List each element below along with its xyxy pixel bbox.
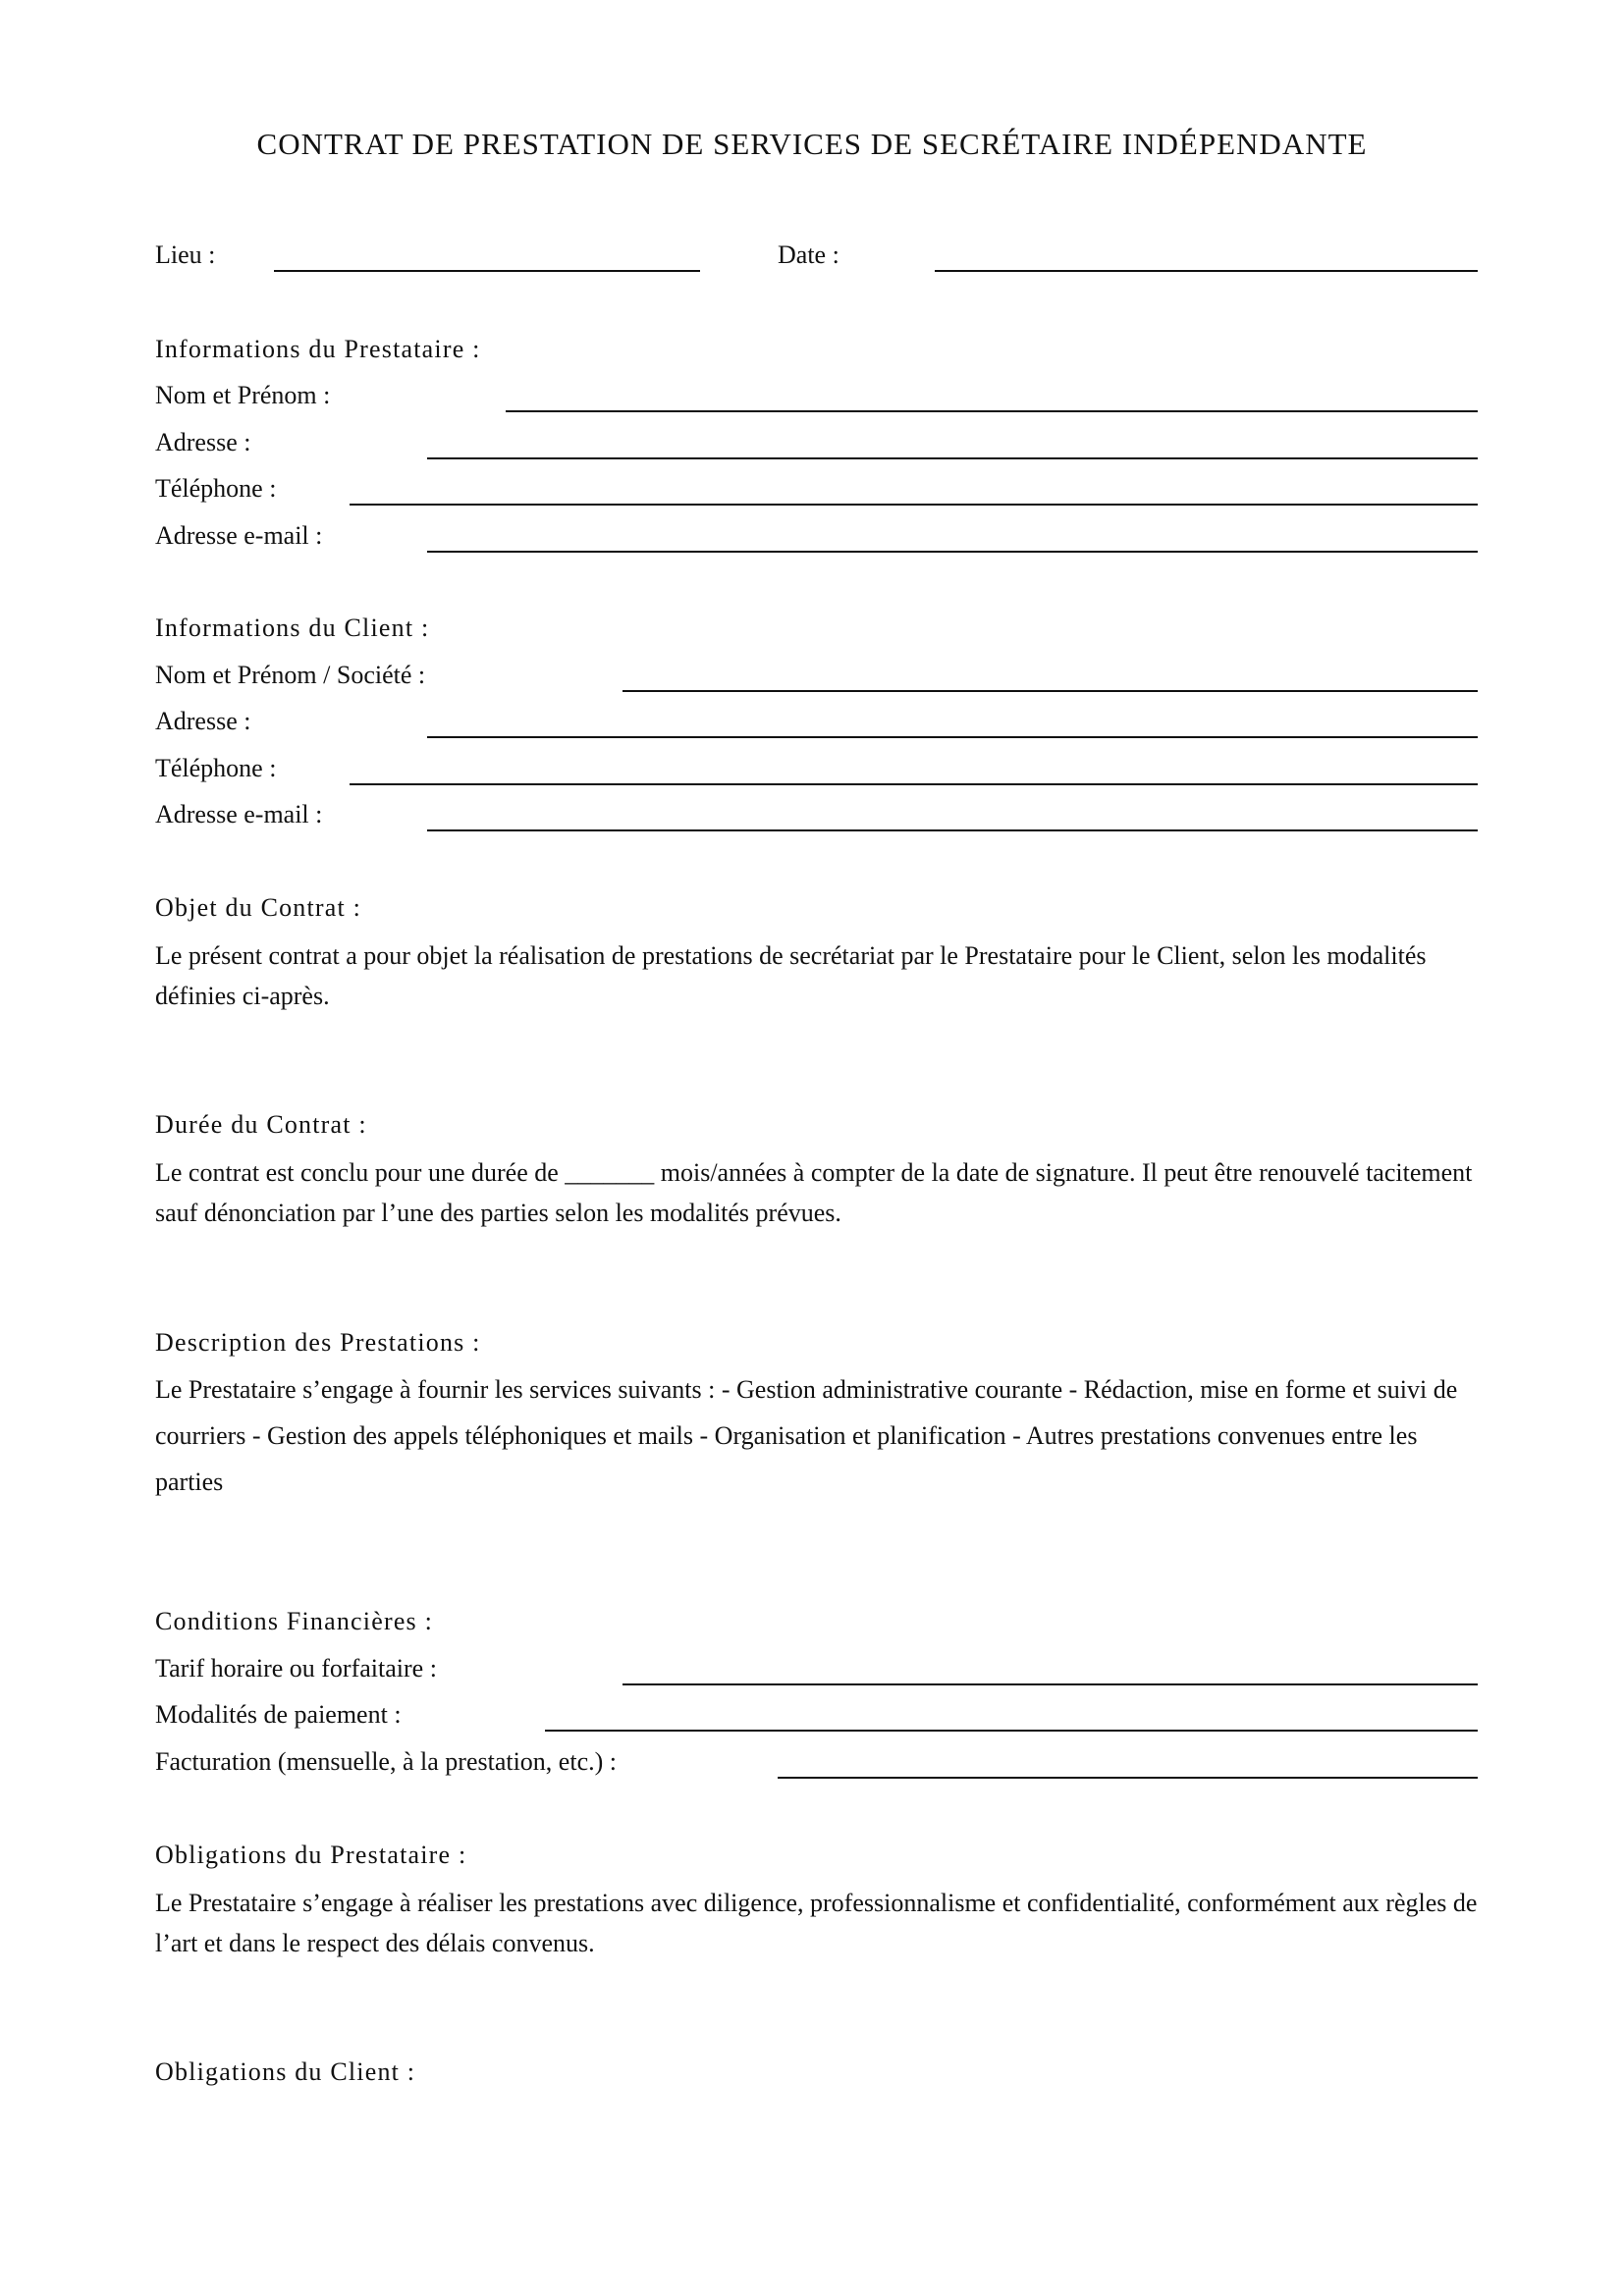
facturation-label: Facturation (mensuelle, à la prestation, etc.) : [155, 1747, 617, 1776]
objet-text: Le présent contrat a pour objet la réalisation de prestations de secrétariat par le Prestataire pour le Client, selon les modalités définies ci-après. [155, 941, 1427, 1010]
prestataire-phone-label: Téléphone : [155, 474, 277, 503]
obligations-client-heading: Obligations du Client : [155, 2057, 416, 2086]
description-text: Le Prestataire s’engage à fournir les services suivants : - Gestion administrative courante - Rédaction, mise en forme et suivi de courriers - Gestion des appels téléphoniques et mails - Organisation et planification - Autres prestations convenues entre les parties [155, 1375, 1458, 1496]
obligations-prestataire-heading: Obligations du Prestataire : [155, 1841, 467, 1869]
prestataire-address-field[interactable] [427, 457, 1478, 459]
client-address-field[interactable] [427, 736, 1478, 738]
lieu-field[interactable] [274, 270, 700, 272]
client-phone-label: Téléphone : [155, 754, 277, 782]
tarif-field[interactable] [623, 1683, 1478, 1685]
paiement-field[interactable] [545, 1730, 1478, 1732]
paiement-label: Modalités de paiement : [155, 1700, 402, 1729]
prestataire-name-field[interactable] [506, 410, 1478, 412]
tarif-label: Tarif horaire ou forfaitaire : [155, 1654, 437, 1682]
client-phone-field[interactable] [350, 783, 1478, 785]
facturation-field[interactable] [778, 1777, 1478, 1779]
objet-heading: Objet du Contrat : [155, 893, 362, 922]
prestataire-address-label: Adresse : [155, 428, 251, 456]
client-email-label: Adresse e-mail : [155, 800, 323, 828]
prestataire-phone-field[interactable] [350, 504, 1478, 506]
description-heading: Description des Prestations : [155, 1328, 481, 1357]
page-title: CONTRAT DE PRESTATION DE SERVICES DE SECRÉTAIRE INDÉPENDANTE [256, 127, 1368, 161]
client-address-label: Adresse : [155, 707, 251, 735]
client-email-field[interactable] [427, 829, 1478, 831]
duree-heading: Durée du Contrat : [155, 1110, 367, 1139]
obligations-prestataire-text: Le Prestataire s’engage à réaliser les prestations avec diligence, professionnalisme et confidentialité, conformément aux règles de l’art et dans le respect des délais convenus. [155, 1889, 1478, 1957]
lieu-label: Lieu : [155, 240, 216, 269]
client-name-label: Nom et Prénom / Société : [155, 661, 426, 689]
prestataire-email-label: Adresse e-mail : [155, 521, 323, 550]
prestataire-heading: Informations du Prestataire : [155, 335, 481, 363]
duree-text: Le contrat est conclu pour une durée de _______ mois/années à compter de la date de signature. Il peut être renouvelé tacitement sauf dénonciation par l’une des parties selon les modalités prévues. [155, 1158, 1473, 1227]
date-field[interactable] [935, 270, 1478, 272]
prestataire-email-field[interactable] [427, 551, 1478, 553]
client-name-field[interactable] [623, 690, 1478, 692]
financier-heading: Conditions Financières : [155, 1607, 433, 1635]
prestataire-name-label: Nom et Prénom : [155, 381, 331, 409]
client-heading: Informations du Client : [155, 614, 430, 642]
date-label: Date : [778, 240, 839, 269]
